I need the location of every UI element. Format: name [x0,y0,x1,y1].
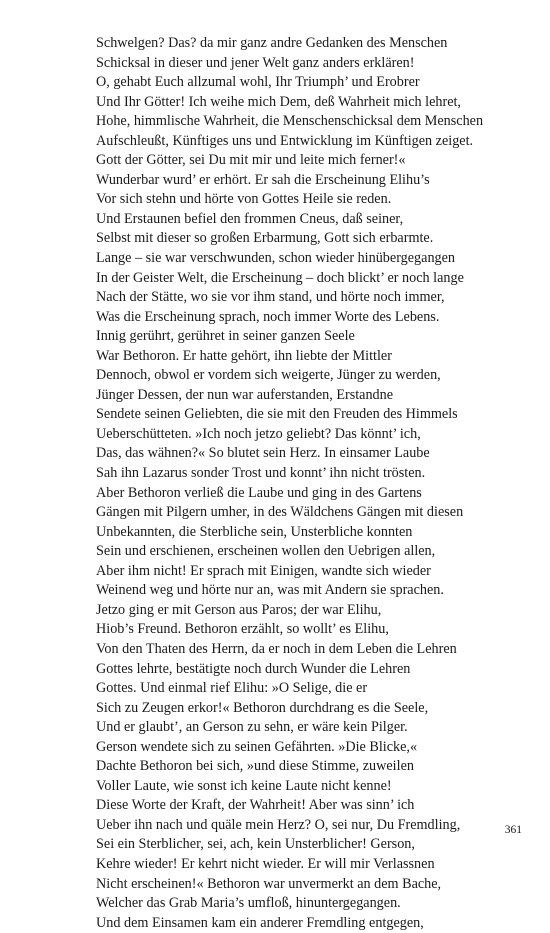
verse-line: Innig gerührt, gerühret in seiner ganzen Seele [96,328,355,345]
verse-line: Dennoch, obwol er vordem sich weigerte, Jünger zu werden, [96,367,441,384]
verse-line: Schwelgen? Das? da mir ganz andre Gedanken des Menschen [96,35,448,51]
verse-line: Gängen mit Pilgern umher, in des Wäldchens Gängen mit diesen [96,504,464,521]
verse-line: Nicht erscheinen!« Bethoron war unvermerkt an dem Bache, [96,875,442,892]
verse-line: Sich zu Zeugen erkor!« Bethoron durchdrang es die Seele, [96,699,429,716]
verse-line: Und er glaubt’, an Gerson zu sehn, er wäre kein Pilger. [96,719,408,736]
verse-line: Weinend weg und hörte nur an, was mit Andern sie sprachen. [96,582,444,599]
verse-line: Jetzo ging er mit Gerson aus Paros; der war Elihu, [96,601,382,618]
verse-line: Gottes lehrte, bestätigte noch durch Wunder die Lehren [96,660,411,677]
verse-line: Und Ihr Götter! Ich weihe mich Dem, deß Wahrheit mich lehret, [96,93,461,110]
verse-line: Aufschleußt, Künftiges uns und Entwicklung im Künftigen zeiget. [96,132,474,149]
verse-line: Ueber ihn nach und quäle mein Herz? O, sei nur, Du Fremdling, [96,816,461,833]
verse-line: Das, das wähnen?« So blutet sein Herz. In einsamer Laube [96,445,430,462]
verse-line: Ueberschütteten. »Ich noch jetzo geliebt? Das könnt’ ich, [96,425,421,442]
verse-line: Welcher das Grab Maria’s umfloß, hinuntergegangen. [96,895,401,912]
verse-line: Und dem Einsamen kam ein anderer Fremdling entgegen, [96,914,424,931]
verse-line: Lange – sie war verschwunden, schon wieder hinübergegangen [96,250,456,267]
verse-line: Sein und erschienen, erscheinen wollen den Uebrigen allen, [96,543,436,560]
verse-line: Hohe, himmlische Wahrheit, die Menschenschicksal dem Menschen [96,113,484,130]
verse-line: Aber ihm nicht! Er sprach mit Einigen, wandte sich wieder [96,562,431,579]
verse-line: Diese Worte der Kraft, der Wahrheit! Aber was sinn’ ich [96,797,415,814]
verse-line: Vor sich stehn und hörte von Gottes Heile sie reden. [96,191,392,208]
verse-line: Schicksal in dieser und jener Welt ganz anders erklären! [96,54,415,71]
verse-line: Sendete seinen Geliebten, die sie mit den Freuden des Himmels [96,406,458,423]
verse-line: Was die Erscheinung sprach, noch immer Worte des Lebens. [96,308,440,325]
verse-line: Voller Laute, wie sonst ich keine Laute nicht kenne! [96,777,392,794]
verse-line: Dachte Bethoron bei sich, »und diese Stimme, zuweilen [96,758,414,775]
verse-line: Gottes. Und einmal rief Elihu: »O Selige, die er [96,680,368,697]
verse-line: Aber Bethoron verließ die Laube und ging in des Gartens [96,484,422,501]
verse-line: Sei ein Sterblicher, sei, ach, kein Unsterblicher! Gerson, [96,836,415,853]
verse-line: Jünger Dessen, der nun war auferstanden, Erstandne [96,386,394,403]
verse-line: Kehre wieder! Er kehrt nicht wieder. Er will mir Verlassnen [96,855,435,872]
verse-line: O, gehabt Euch allzumal wohl, Ihr Triumph’ und Erobrer [96,74,420,91]
verse-line: War Bethoron. Er hatte gehört, ihn liebte der Mittler [96,347,392,364]
verse-line: Gott der Götter, sei Du mit mir und leite mich ferner!« [96,152,406,169]
verse-line: Selbst mit dieser so großen Erbarmung, Gott sich erbarmte. [96,230,434,247]
verse-line: Und Erstaunen befiel den frommen Cneus, daß seiner, [96,210,404,227]
verse-line: Sah ihn Lazarus sonder Trost und konnt’ ihn nicht trösten. [96,465,426,482]
verse-line: Nach der Stätte, wo sie vor ihm stand, und hörte noch immer, [96,289,445,306]
verse-text-block [96,34,516,933]
verse-line: In der Geister Welt, die Erscheinung – doch blickt’ er noch lange [96,269,464,286]
verse-line: Von den Thaten des Herrn, da er noch in dem Leben die Lehren [96,640,457,657]
page-number: 361 [504,824,522,836]
verse-line: Unbekannten, die Sterbliche sein, Unsterbliche konnten [96,523,413,540]
verse-line: Hiob’s Freund. Bethoron erzählt, so wollt’ es Elihu, [96,621,389,638]
verse-line: Wunderbar wurd’ er erhört. Er sah die Erscheinung Elihu’s [96,171,430,188]
verse-line: Gerson wendete sich zu seinen Gefährten. »Die Blicke,« [96,738,418,755]
